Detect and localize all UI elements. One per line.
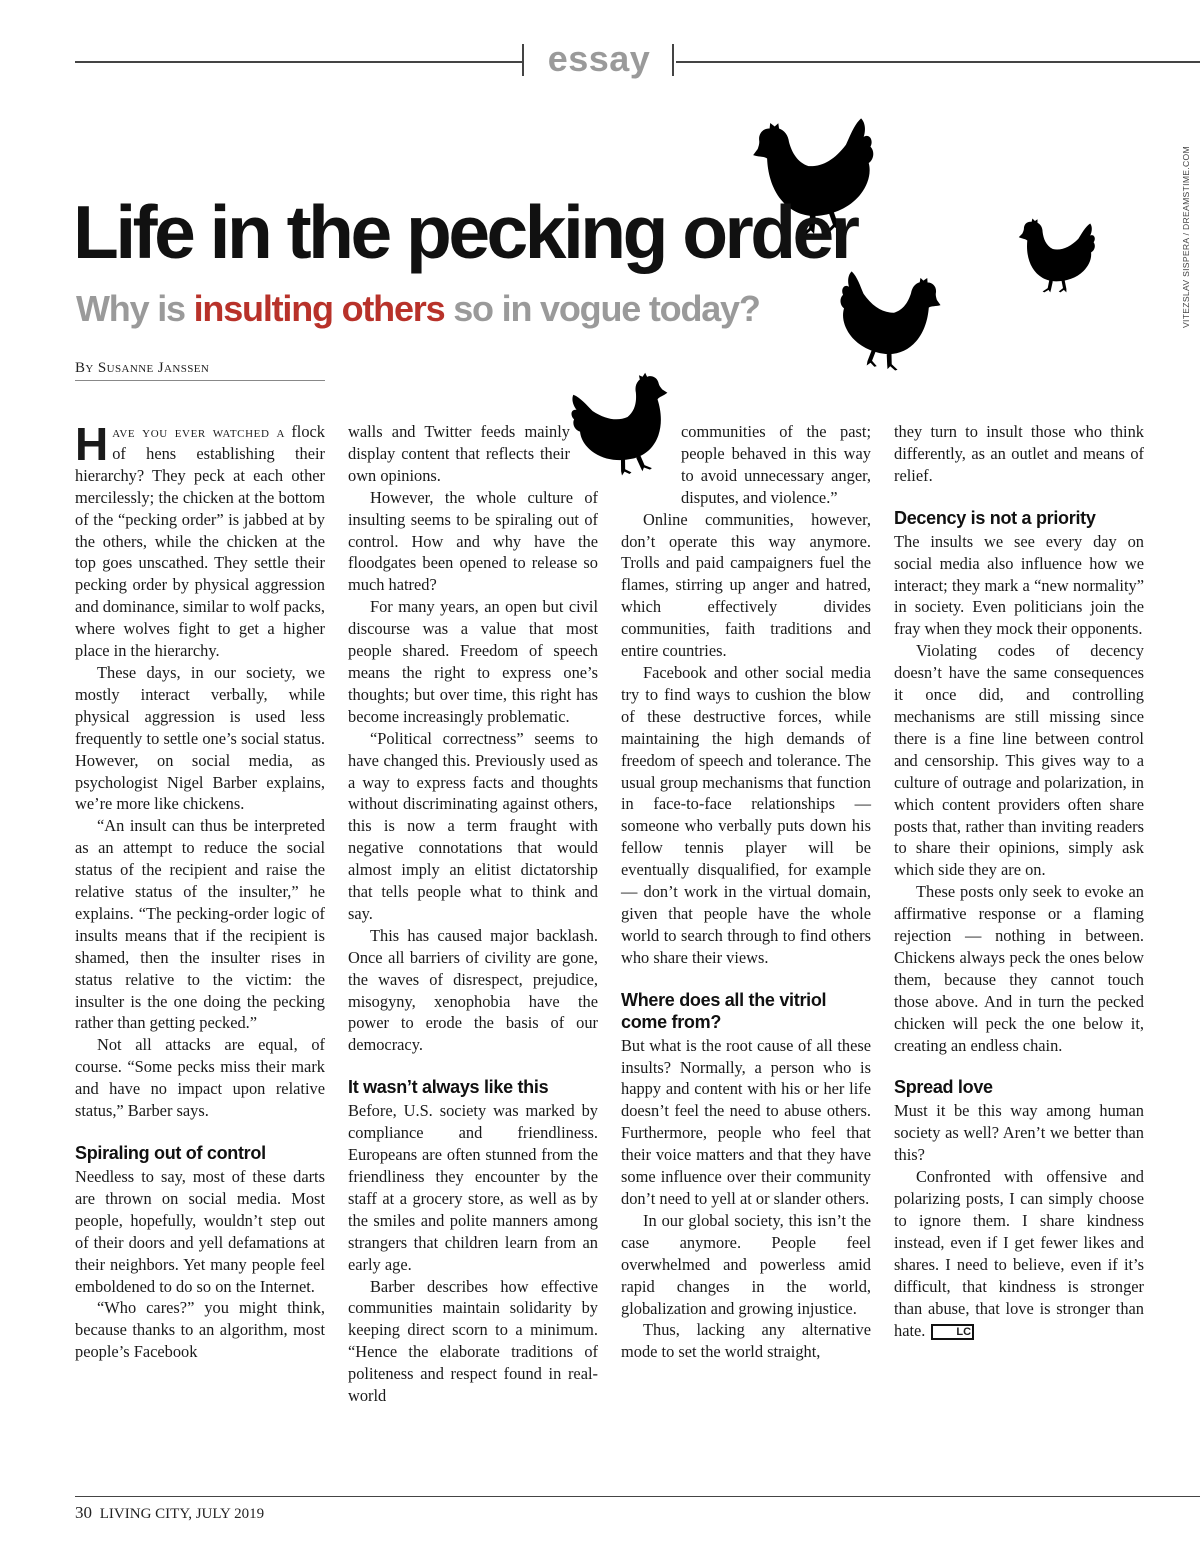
subhead-text-end: so in vogue today? <box>444 288 760 329</box>
paragraph-text: Confronted with offensive and polarizing posts, I can simply choose to ignore them. I share kindness instead, even if I get fewer likes and shares. I need to believe, even if it’s difficult, that kindness is stronger than abuse, that love is stronger than hate. <box>894 1167 1144 1340</box>
paragraph: Not all attacks are equal, of course. “Some pecks miss their mark and have no impact upon relative status,” Barber says. <box>75 1035 325 1121</box>
text-wrap-spacer <box>570 421 598 477</box>
subhead-highlight: insulting others <box>193 288 445 329</box>
paragraph-text: flock of hens establishing their hierarchy? They peck at each other mercilessly; the chicken at the bottom of the “pecking order” is jabbed at by the others, while the chicken at the top goes unscathed. They settle their pecking order by physical aggression and dominance, similar to wolf packs, where wolves fight to get a higher place in the hierarchy. <box>75 422 325 661</box>
byline: By Susanne Janssen <box>75 360 210 376</box>
page-number: 30 <box>75 1503 92 1522</box>
section-label: essay <box>547 38 651 79</box>
paragraph: This has caused major backlash. Once all barriers of civility are gone, the waves of disrespect, prejudice, misogyny, xenophobia have the power to erode the basis of our democracy. <box>348 925 598 1055</box>
paragraph <box>894 1166 1144 1341</box>
paragraph <box>75 418 325 662</box>
paragraph: “Who cares?” you might think, because thanks to an algorithm, most people’s Facebook <box>75 1298 325 1362</box>
subheading: Decency is not a priority <box>894 507 1096 528</box>
subheading: Spread love <box>894 1077 993 1098</box>
section-rule-right <box>676 61 1200 63</box>
paragraph: Must it be this way among human society as well? Aren’t we better than this? <box>894 1101 1144 1165</box>
page-footer <box>75 1503 264 1523</box>
drop-cap: H <box>75 418 109 470</box>
lc-endmark-icon: LC <box>931 1324 974 1340</box>
paragraph: These days, in our society, we mostly interact verbally, while physical aggression is used less frequently to settle one’s social status. However, on social media, as psychologist Nigel Barber explains, we’re more like chickens. <box>75 662 325 814</box>
article-column-4 <box>894 421 1144 1341</box>
subheading: It wasn’t always like this <box>348 1077 549 1098</box>
article-column-3 <box>621 421 871 1363</box>
photo-credit: VITEZSLAV SISPERA / DREAMSTIME.COM <box>1181 146 1191 328</box>
paragraph: Needless to say, most of these darts are thrown on social media. Most people, hopefully, wouldn’t step out of their doors and yell defamations at their neighbors. Yet many people feel emboldened to do so on the Internet. <box>75 1167 325 1296</box>
paragraph: Facebook and other social media try to find ways to cushion the blow of these destructive forces, while maintaining the high demands of freedom of speech and tolerance. The usual group mechanisms that function in face-to-face relationships — someone who verbally puts down his fellow tennis player will be eventually disqualified, for example — don’t work in the virtual domain, given that people have the whole world to search through to find others who share their views. <box>621 662 871 967</box>
paragraph: Violating codes of decency doesn’t have the same consequences it once did, and controlling mechanisms are still missing since there is a fine line between control and censorship. This gives way to a culture of outrage and polarization, in which content providers often share posts that, rather than inviting readers to share their opinions, simply ask which side they are on. <box>894 641 1144 880</box>
paragraph: For many years, an open but civil discourse was a value that most people shared. Freedom of speech means the right to express one’s thoughts; but over time, this right has become increasingly problematic. <box>348 597 598 726</box>
paragraph: However, the whole culture of insulting seems to be spiraling out of control. How and why have the floodgates been opened to release so much hatred? <box>348 487 598 595</box>
section-rule-left <box>75 61 522 63</box>
lead-in-caps: ave you ever watched a <box>112 422 285 441</box>
paragraph: In our global society, this isn’t the case anymore. People feel overwhelmed and powerless amid rapid changes in the world, globalization and growing injustice. <box>621 1210 871 1318</box>
paragraph: “An insult can thus be interpreted as an attempt to reduce the social status of the recipient and raise the relative status of the insulter,” he explains. “The pecking-order logic of insults means that if the recipient is shamed, then the insulter rises in status relative to the victim: the insulter is the one doing the pecking rather than getting pecked.” <box>75 816 325 1033</box>
paragraph: Thus, lacking any alternative mode to set the world straight, <box>621 1320 871 1362</box>
paragraph: But what is the root cause of all these insults? Normally, a person who is happy and content with his or her life doesn’t feel the need to abuse others. Furthermore, people who feel that their voice matters and that they have some influence over their community don’t need to yell at or slander others. <box>621 1035 871 1208</box>
subhead-text: Why is <box>76 288 194 329</box>
hen-silhouette-icon <box>820 260 960 380</box>
section-rule-tick-right <box>672 44 674 76</box>
publication-info: LIVING CITY, JULY 2019 <box>99 1506 265 1522</box>
paragraph: Barber describes how effective communities maintain solidarity by keeping direct scorn to a minimum. “Hence the elaborate traditions of politeness and respect found in real-world <box>348 1276 598 1406</box>
paragraph: they turn to insult those who think differently, as an outlet and means of relief. <box>894 422 1144 485</box>
article-column-2 <box>348 421 598 1407</box>
paragraph: walls and Twitter feeds mainly display content that reflects their own opinions. <box>348 422 570 485</box>
hen-silhouette-icon <box>1012 205 1097 305</box>
footer-rule <box>75 1496 1200 1497</box>
paragraph: The insults we see every day on social media also influence how we interact; they mark a “new normality” in society. Even politicians join the fray when they mock their opponents. <box>894 531 1144 639</box>
paragraph: communities of the past; people behaved in this way to avoid unnecessary anger, disputes, and violence.” <box>681 422 871 507</box>
subheading: Where does all the vitriol come from? <box>621 989 827 1032</box>
article-column-1 <box>75 418 325 1363</box>
section-rule-tick-left <box>522 44 524 76</box>
headline: Life in the pecking order <box>73 190 857 274</box>
text-wrap-spacer <box>621 421 681 487</box>
paragraph: “Political correctness” seems to have changed this. Previously used as a way to express facts and thoughts without discriminating against others, this is now a term fraught with negative connotations that would almost imply an elitist dictatorship that tells people what to think and say. <box>348 728 598 923</box>
subheading: Spiraling out of control <box>75 1143 266 1163</box>
byline-rule <box>75 380 325 381</box>
paragraph: Before, U.S. society was marked by compliance and friendliness. Europeans are often stunned from the friendliness they encounter by the staff at a grocery store, as well as by the smiles and polite manners among strangers that children learn from an early age. <box>348 1101 598 1274</box>
paragraph: Online communities, however, don’t operate this way anymore. Trolls and paid campaigners fuel the flames, stirring up anger and hatred, which effectively divides communities, faith traditions and entire countries. <box>621 509 871 661</box>
paragraph: These posts only seek to evoke an affirmative response or a flaming rejection — nothing in between. Chickens always peck the ones below them, because they cannot touch those above. And in turn the pecked chicken will peck the one below it, creating an endless chain. <box>894 882 1144 1055</box>
subheadline <box>76 285 760 333</box>
